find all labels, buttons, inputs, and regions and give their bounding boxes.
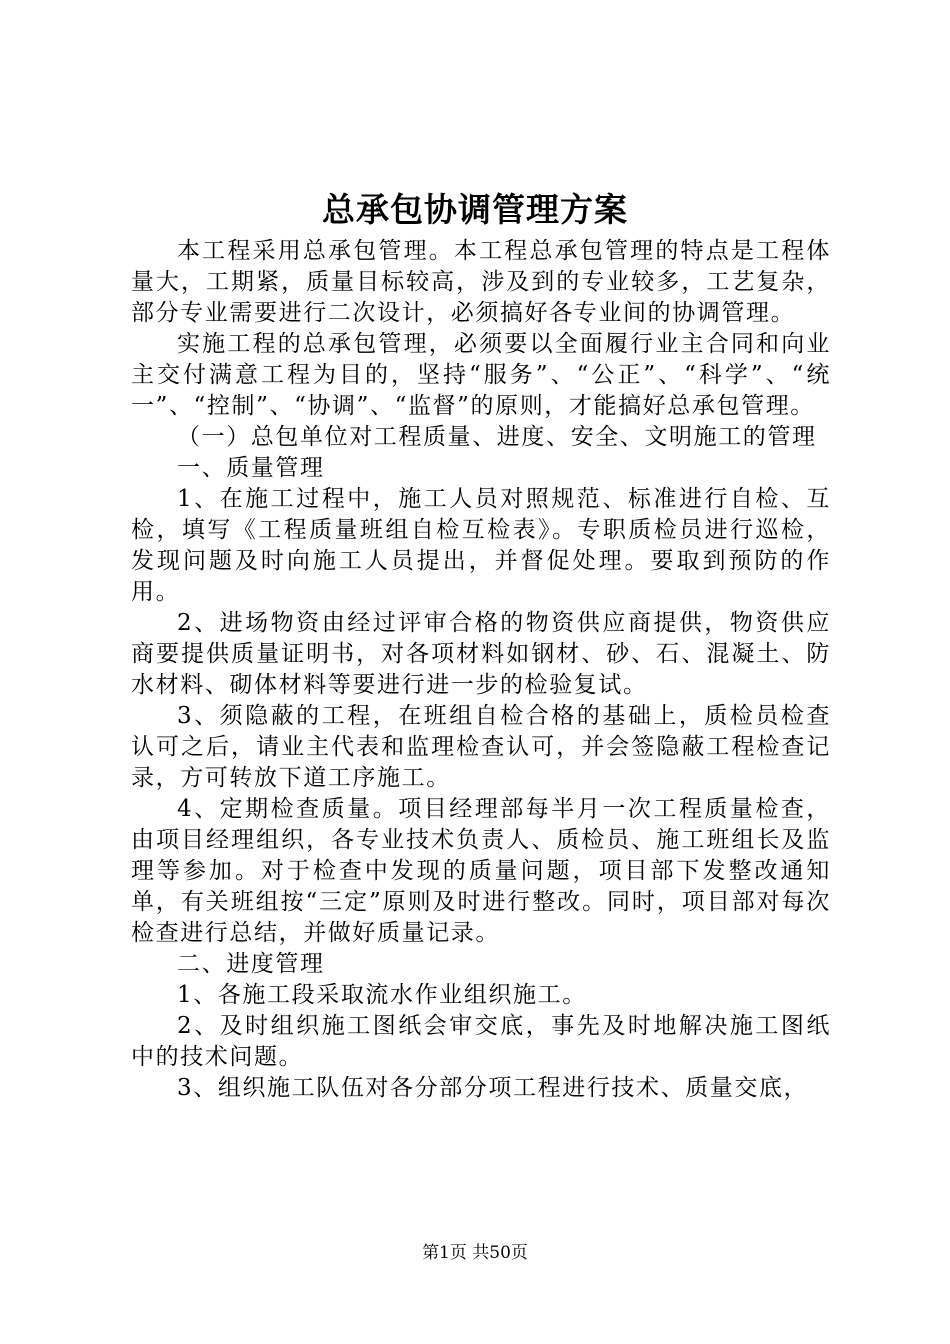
quality-item-1: 1、在施工过程中，施工人员对照规范、标准进行自检、互检，填写《工程质量班组自检互检表》。专职质检员进行巡检，发现问题及时向施工人员提出，并督促处理。要取到预防的作用。 xyxy=(131,486,831,605)
quality-item-2: 2、进场物资由经过评审合格的物资供应商提供，物资供应商要提供质量证明书，对各项材料如钢材、砂、石、混凝土、防水材料、砌体材料等要进行进一步的检验复试。 xyxy=(131,610,831,698)
schedule-item-3: 3、组织施工队伍对各分部分项工程进行技术、质量交底， xyxy=(177,1075,809,1101)
page-footer: 第1页 共50页 xyxy=(422,1243,528,1263)
schedule-item-2: 2、及时组织施工图纸会审交底，事先及时地解决施工图纸中的技术问题。 xyxy=(131,1013,831,1070)
quality-item-3: 3、须隐蔽的工程，在班组自检合格的基础上，质检员检查认可之后，请业主代表和监理检查认可，并会签隐蔽工程检查记录，方可转放下道工序施工。 xyxy=(131,703,831,791)
document-title: 总承包协调管理方案 xyxy=(322,190,628,229)
schedule-item-1: 1、各施工段采取流水作业组织施工。 xyxy=(177,982,587,1008)
subsection-heading-quality: 一、质量管理 xyxy=(177,455,325,481)
paragraph-principles: 实施工程的总承包管理，必须要以全面履行业主合同和向业主交付满意工程为目的，坚持“服务”、“公正”、“科学”、“统一”、“控制”、“协调”、“监督”的原则，才能搞好总承包管理。 xyxy=(131,331,831,419)
document-body xyxy=(131,236,831,1104)
section-heading-1: （一）总包单位对工程质量、进度、安全、文明施工的管理 xyxy=(177,424,817,450)
paragraph-intro: 本工程采用总承包管理。本工程总承包管理的特点是工程体量大，工期紧，质量目标较高，涉及到的专业较多，工艺复杂，部分专业需要进行二次设计，必须搞好各专业间的协调管理。 xyxy=(131,238,831,326)
subsection-heading-schedule: 二、进度管理 xyxy=(177,951,325,977)
quality-item-4: 4、定期检查质量。项目经理部每半月一次工程质量检查，由项目经理组织，各专业技术负责人、质检员、施工班组长及监理等参加。对于检查中发现的质量问题，项目部下发整改通知单，有关班组按“三定”原则及时进行整改。同时，项目部对每次检查进行总结，并做好质量记录。 xyxy=(131,796,831,946)
